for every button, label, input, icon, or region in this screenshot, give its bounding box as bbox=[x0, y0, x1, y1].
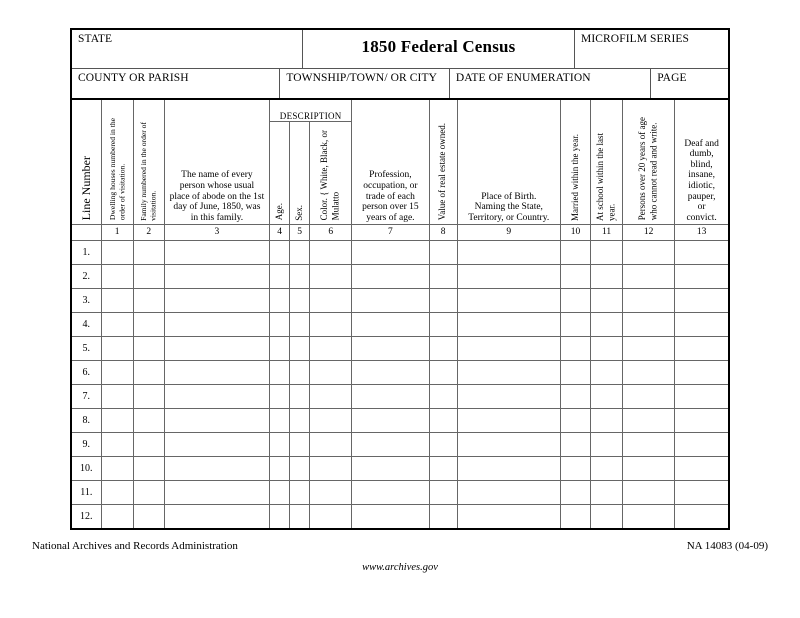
column-header-sex bbox=[290, 121, 310, 224]
page-number-field[interactable] bbox=[650, 69, 728, 98]
cell-row5-col3[interactable] bbox=[164, 336, 269, 360]
column-header-color bbox=[310, 121, 352, 224]
township-field[interactable] bbox=[279, 69, 448, 98]
cell-row8-col3[interactable] bbox=[164, 408, 269, 432]
cell-row8-col4[interactable] bbox=[270, 408, 290, 432]
cell-row10-col3[interactable] bbox=[164, 456, 269, 480]
column-group-header-description-label: DESCRIPTION bbox=[279, 110, 342, 121]
cell-row11-col12[interactable] bbox=[623, 480, 675, 504]
cell-row12-col1[interactable] bbox=[101, 504, 133, 529]
column-header-person-name bbox=[164, 99, 269, 224]
table-row bbox=[71, 384, 729, 408]
cell-row7-col4[interactable] bbox=[270, 384, 290, 408]
cell-row6-col11[interactable] bbox=[591, 360, 623, 384]
cell-row4-col12[interactable] bbox=[623, 312, 675, 336]
column-header-married-within-year-label: Married within the year. bbox=[569, 133, 580, 221]
cell-row8-col5[interactable] bbox=[290, 408, 310, 432]
column-number-3: 3 bbox=[164, 224, 269, 240]
cell-row9-col6[interactable] bbox=[310, 432, 352, 456]
cell-row6-col2[interactable] bbox=[133, 360, 164, 384]
column-header-family-number bbox=[133, 99, 164, 224]
cell-row2-col13[interactable] bbox=[675, 264, 729, 288]
census-form-sheet bbox=[70, 28, 730, 530]
cell-row3-col4[interactable] bbox=[270, 288, 290, 312]
column-number-13: 13 bbox=[675, 224, 729, 240]
cell-row7-col5[interactable] bbox=[290, 384, 310, 408]
cell-row4-col8[interactable] bbox=[429, 312, 457, 336]
cell-row7-col12[interactable] bbox=[623, 384, 675, 408]
date-of-enumeration-field[interactable] bbox=[449, 69, 650, 98]
cell-row12-col3[interactable] bbox=[164, 504, 269, 529]
column-number-9: 9 bbox=[457, 224, 560, 240]
cell-row5-col1[interactable] bbox=[101, 336, 133, 360]
cell-row2-col2[interactable] bbox=[133, 264, 164, 288]
column-number-5: 5 bbox=[290, 224, 310, 240]
cell-row12-col11[interactable] bbox=[591, 504, 623, 529]
column-number-2: 2 bbox=[133, 224, 164, 240]
county-or-parish-label: COUNTY OR PARISH bbox=[78, 72, 189, 84]
township-label: TOWNSHIP/TOWN/ OR CITY bbox=[286, 72, 437, 84]
footer-form-number: NA 14083 (04-09) bbox=[686, 540, 768, 552]
column-header-dwelling-houses bbox=[101, 99, 133, 224]
row-number-label: 7. bbox=[71, 384, 101, 408]
cell-row6-col5[interactable] bbox=[290, 360, 310, 384]
cell-row5-col5[interactable] bbox=[290, 336, 310, 360]
table-row bbox=[71, 264, 729, 288]
cell-row4-col3[interactable] bbox=[164, 312, 269, 336]
cell-row8-col11[interactable] bbox=[591, 408, 623, 432]
cell-row5-col4[interactable] bbox=[270, 336, 290, 360]
table-header-row bbox=[71, 99, 729, 121]
cell-row8-col2[interactable] bbox=[133, 408, 164, 432]
cell-row6-col4[interactable] bbox=[270, 360, 290, 384]
cell-row7-col3[interactable] bbox=[164, 384, 269, 408]
cell-row10-col6[interactable] bbox=[310, 456, 352, 480]
cell-row9-col7[interactable] bbox=[352, 432, 429, 456]
cell-row2-col11[interactable] bbox=[591, 264, 623, 288]
cell-row4-col5[interactable] bbox=[290, 312, 310, 336]
cell-row7-col1[interactable] bbox=[101, 384, 133, 408]
cell-row5-col6[interactable] bbox=[310, 336, 352, 360]
cell-row3-col13[interactable] bbox=[675, 288, 729, 312]
cell-row9-col2[interactable] bbox=[133, 432, 164, 456]
cell-row5-col8[interactable] bbox=[429, 336, 457, 360]
cell-row3-col1[interactable] bbox=[101, 288, 133, 312]
footer-website: www.archives.gov bbox=[362, 562, 438, 573]
column-number-6: 6 bbox=[310, 224, 352, 240]
column-header-age-label: Age. bbox=[273, 203, 284, 221]
cell-row9-col11[interactable] bbox=[591, 432, 623, 456]
column-header-profession-label: Profession, occupation, or trade of each person over 15 years of age. bbox=[362, 170, 419, 223]
state-field[interactable] bbox=[72, 30, 302, 68]
cell-row8-col13[interactable] bbox=[675, 408, 729, 432]
cell-row3-col12[interactable] bbox=[623, 288, 675, 312]
cell-row12-col12[interactable] bbox=[623, 504, 675, 529]
cell-row7-col8[interactable] bbox=[429, 384, 457, 408]
row-number-label: 6. bbox=[71, 360, 101, 384]
cell-row9-col9[interactable] bbox=[457, 432, 560, 456]
column-header-line-number-label: Line Number bbox=[78, 156, 93, 221]
cell-row10-col8[interactable] bbox=[429, 456, 457, 480]
page-title-text: 1850 Federal Census bbox=[361, 37, 516, 56]
cell-row1-col1[interactable] bbox=[101, 240, 133, 264]
form-header-box bbox=[70, 28, 730, 98]
table-row bbox=[71, 312, 729, 336]
row-number-label: 11. bbox=[71, 480, 101, 504]
cell-row11-col4[interactable] bbox=[270, 480, 290, 504]
row-number-label: 2. bbox=[71, 264, 101, 288]
column-number-11: 11 bbox=[591, 224, 623, 240]
column-header-family-number-label: Family numbered in the order of visitation. bbox=[139, 121, 158, 221]
cell-row2-col8[interactable] bbox=[429, 264, 457, 288]
column-number-1: 1 bbox=[101, 224, 133, 240]
header-row-top bbox=[72, 30, 728, 68]
cell-row10-col11[interactable] bbox=[591, 456, 623, 480]
table-row bbox=[71, 288, 729, 312]
cell-row10-col1[interactable] bbox=[101, 456, 133, 480]
column-header-at-school bbox=[591, 99, 623, 224]
cell-row5-col7[interactable] bbox=[352, 336, 429, 360]
column-number-8: 8 bbox=[429, 224, 457, 240]
row-number-label: 12. bbox=[71, 504, 101, 529]
row-number-label: 8. bbox=[71, 408, 101, 432]
column-number-7: 7 bbox=[352, 224, 429, 240]
cell-row8-col6[interactable] bbox=[310, 408, 352, 432]
cell-row5-col12[interactable] bbox=[623, 336, 675, 360]
cell-row5-col11[interactable] bbox=[591, 336, 623, 360]
cell-row1-col6[interactable] bbox=[310, 240, 352, 264]
cell-row5-col10[interactable] bbox=[560, 336, 590, 360]
row-number-label: 10. bbox=[71, 456, 101, 480]
header-row-bottom bbox=[72, 68, 728, 98]
cell-row7-col13[interactable] bbox=[675, 384, 729, 408]
column-header-dwelling-houses-label: Dwelling houses numbered in the order of visitation. bbox=[107, 118, 127, 221]
cell-row12-col10[interactable] bbox=[560, 504, 590, 529]
column-header-person-name-label: The name of every person whose usual place of abode on the 1st day of June, 1850, was in this family. bbox=[169, 170, 265, 223]
cell-row10-col2[interactable] bbox=[133, 456, 164, 480]
cell-row3-col6[interactable] bbox=[310, 288, 352, 312]
cell-row3-col9[interactable] bbox=[457, 288, 560, 312]
column-header-sex-label: Sex. bbox=[294, 204, 305, 221]
cell-row9-col3[interactable] bbox=[164, 432, 269, 456]
cell-row2-col4[interactable] bbox=[270, 264, 290, 288]
cell-row11-col11[interactable] bbox=[591, 480, 623, 504]
cell-row11-col1[interactable] bbox=[101, 480, 133, 504]
cell-row1-col12[interactable] bbox=[623, 240, 675, 264]
column-number-12: 12 bbox=[623, 224, 675, 240]
cell-row1-col11[interactable] bbox=[591, 240, 623, 264]
page-title bbox=[302, 30, 574, 68]
cell-row12-col8[interactable] bbox=[429, 504, 457, 529]
cell-row8-col9[interactable] bbox=[457, 408, 560, 432]
column-header-cannot-read-write-label: Persons over 20 years of age who cannot read and write. bbox=[637, 117, 659, 221]
cell-row2-col12[interactable] bbox=[623, 264, 675, 288]
cell-row11-col13[interactable] bbox=[675, 480, 729, 504]
cell-row12-col5[interactable] bbox=[290, 504, 310, 529]
cell-row1-col8[interactable] bbox=[429, 240, 457, 264]
cell-row7-col7[interactable] bbox=[352, 384, 429, 408]
row-number-label: 1. bbox=[71, 240, 101, 264]
table-row bbox=[71, 336, 729, 360]
column-header-color-label: Color. { White, Black, or Mulatto bbox=[319, 130, 341, 221]
column-number-10: 10 bbox=[560, 224, 590, 240]
cell-row6-col13[interactable] bbox=[675, 360, 729, 384]
cell-row7-col10[interactable] bbox=[560, 384, 590, 408]
cell-row1-col10[interactable] bbox=[560, 240, 590, 264]
date-of-enumeration-label: DATE OF ENUMERATION bbox=[455, 72, 591, 84]
row-number-label: 4. bbox=[71, 312, 101, 336]
cell-row1-col4[interactable] bbox=[270, 240, 290, 264]
cell-row5-col9[interactable] bbox=[457, 336, 560, 360]
cell-row2-col9[interactable] bbox=[457, 264, 560, 288]
column-group-header-description bbox=[270, 99, 352, 121]
cell-row4-col9[interactable] bbox=[457, 312, 560, 336]
column-header-disability-status-label: Deaf and dumb, blind, insane, idiotic, pauper, or convict. bbox=[684, 138, 719, 223]
cell-row8-col8[interactable] bbox=[429, 408, 457, 432]
cell-row2-col7[interactable] bbox=[352, 264, 429, 288]
cell-row2-col10[interactable] bbox=[560, 264, 590, 288]
cell-row11-col8[interactable] bbox=[429, 480, 457, 504]
row-number-label: 9. bbox=[71, 432, 101, 456]
cell-row6-col12[interactable] bbox=[623, 360, 675, 384]
cell-row11-col3[interactable] bbox=[164, 480, 269, 504]
column-header-married-within-year bbox=[560, 99, 590, 224]
table-row bbox=[71, 432, 729, 456]
column-header-age bbox=[270, 121, 290, 224]
state-label: STATE bbox=[78, 33, 113, 45]
cell-row11-col7[interactable] bbox=[352, 480, 429, 504]
cell-row12-col2[interactable] bbox=[133, 504, 164, 529]
cell-row5-col2[interactable] bbox=[133, 336, 164, 360]
cell-row10-col5[interactable] bbox=[290, 456, 310, 480]
cell-row6-col1[interactable] bbox=[101, 360, 133, 384]
cell-row11-col6[interactable] bbox=[310, 480, 352, 504]
cell-row1-col7[interactable] bbox=[352, 240, 429, 264]
cell-row9-col8[interactable] bbox=[429, 432, 457, 456]
column-number-4: 4 bbox=[270, 224, 290, 240]
cell-row10-col4[interactable] bbox=[270, 456, 290, 480]
cell-row6-col6[interactable] bbox=[310, 360, 352, 384]
cell-row8-col1[interactable] bbox=[101, 408, 133, 432]
cell-row6-col7[interactable] bbox=[352, 360, 429, 384]
column-header-place-of-birth bbox=[457, 99, 560, 224]
cell-row11-col2[interactable] bbox=[133, 480, 164, 504]
cell-row4-col7[interactable] bbox=[352, 312, 429, 336]
microfilm-series-field[interactable] bbox=[574, 30, 728, 68]
cell-row3-col11[interactable] bbox=[591, 288, 623, 312]
cell-row5-col13[interactable] bbox=[675, 336, 729, 360]
cell-row4-col13[interactable] bbox=[675, 312, 729, 336]
cell-row8-col7[interactable] bbox=[352, 408, 429, 432]
cell-row4-col2[interactable] bbox=[133, 312, 164, 336]
cell-row11-col9[interactable] bbox=[457, 480, 560, 504]
cell-row2-col1[interactable] bbox=[101, 264, 133, 288]
census-table bbox=[70, 98, 730, 530]
cell-row1-col9[interactable] bbox=[457, 240, 560, 264]
column-header-line-number bbox=[71, 99, 101, 224]
cell-row8-col12[interactable] bbox=[623, 408, 675, 432]
page-label: PAGE bbox=[657, 72, 687, 84]
cell-row3-col2[interactable] bbox=[133, 288, 164, 312]
cell-row6-col9[interactable] bbox=[457, 360, 560, 384]
cell-row4-col10[interactable] bbox=[560, 312, 590, 336]
cell-row1-col3[interactable] bbox=[164, 240, 269, 264]
table-row bbox=[71, 408, 729, 432]
row-number-label: 3. bbox=[71, 288, 101, 312]
cell-row6-col3[interactable] bbox=[164, 360, 269, 384]
cell-row6-col10[interactable] bbox=[560, 360, 590, 384]
cell-row12-col6[interactable] bbox=[310, 504, 352, 529]
footer-agency: National Archives and Records Administration bbox=[32, 540, 238, 552]
cell-row3-col5[interactable] bbox=[290, 288, 310, 312]
cell-row7-col2[interactable] bbox=[133, 384, 164, 408]
table-row bbox=[71, 504, 729, 529]
cell-row3-col7[interactable] bbox=[352, 288, 429, 312]
cell-row4-col11[interactable] bbox=[591, 312, 623, 336]
cell-row2-col6[interactable] bbox=[310, 264, 352, 288]
column-header-profession bbox=[352, 99, 429, 224]
column-header-real-estate-value bbox=[429, 99, 457, 224]
cell-row7-col6[interactable] bbox=[310, 384, 352, 408]
cell-row9-col5[interactable] bbox=[290, 432, 310, 456]
cell-row2-col3[interactable] bbox=[164, 264, 269, 288]
column-header-at-school-label: At school within the last year. bbox=[595, 132, 617, 221]
cell-row9-col12[interactable] bbox=[623, 432, 675, 456]
cell-row12-col13[interactable] bbox=[675, 504, 729, 529]
cell-row11-col5[interactable] bbox=[290, 480, 310, 504]
table-row bbox=[71, 240, 729, 264]
cell-row9-col13[interactable] bbox=[675, 432, 729, 456]
table-row bbox=[71, 480, 729, 504]
row-number-label: 5. bbox=[71, 336, 101, 360]
column-header-cannot-read-write bbox=[623, 99, 675, 224]
table-row bbox=[71, 456, 729, 480]
cell-row12-col7[interactable] bbox=[352, 504, 429, 529]
table-row bbox=[71, 360, 729, 384]
column-header-real-estate-value-label: Value of real estate owned. bbox=[437, 123, 448, 221]
cell-row10-col7[interactable] bbox=[352, 456, 429, 480]
cell-row1-col5[interactable] bbox=[290, 240, 310, 264]
cell-row2-col5[interactable] bbox=[290, 264, 310, 288]
county-or-parish-field[interactable] bbox=[72, 69, 279, 98]
cell-row10-col13[interactable] bbox=[675, 456, 729, 480]
cell-row12-col4[interactable] bbox=[270, 504, 290, 529]
cell-row9-col10[interactable] bbox=[560, 432, 590, 456]
cell-row8-col10[interactable] bbox=[560, 408, 590, 432]
cell-row10-col10[interactable] bbox=[560, 456, 590, 480]
cell-row10-col9[interactable] bbox=[457, 456, 560, 480]
cell-row1-col2[interactable] bbox=[133, 240, 164, 264]
cell-row4-col4[interactable] bbox=[270, 312, 290, 336]
column-number-line bbox=[71, 224, 101, 240]
cell-row9-col1[interactable] bbox=[101, 432, 133, 456]
cell-row3-col3[interactable] bbox=[164, 288, 269, 312]
cell-row6-col8[interactable] bbox=[429, 360, 457, 384]
column-number-row bbox=[71, 224, 729, 240]
cell-row1-col13[interactable] bbox=[675, 240, 729, 264]
census-data-body bbox=[71, 240, 729, 529]
cell-row7-col11[interactable] bbox=[591, 384, 623, 408]
cell-row3-col10[interactable] bbox=[560, 288, 590, 312]
column-header-place-of-birth-label: Place of Birth. Naming the State, Territory, or Country. bbox=[468, 191, 550, 223]
cell-row7-col9[interactable] bbox=[457, 384, 560, 408]
cell-row4-col1[interactable] bbox=[101, 312, 133, 336]
cell-row12-col9[interactable] bbox=[457, 504, 560, 529]
cell-row10-col12[interactable] bbox=[623, 456, 675, 480]
cell-row9-col4[interactable] bbox=[270, 432, 290, 456]
cell-row4-col6[interactable] bbox=[310, 312, 352, 336]
microfilm-series-label: MICROFILM SERIES bbox=[581, 33, 689, 45]
column-header-disability-status bbox=[675, 99, 729, 224]
cell-row11-col10[interactable] bbox=[560, 480, 590, 504]
cell-row3-col8[interactable] bbox=[429, 288, 457, 312]
